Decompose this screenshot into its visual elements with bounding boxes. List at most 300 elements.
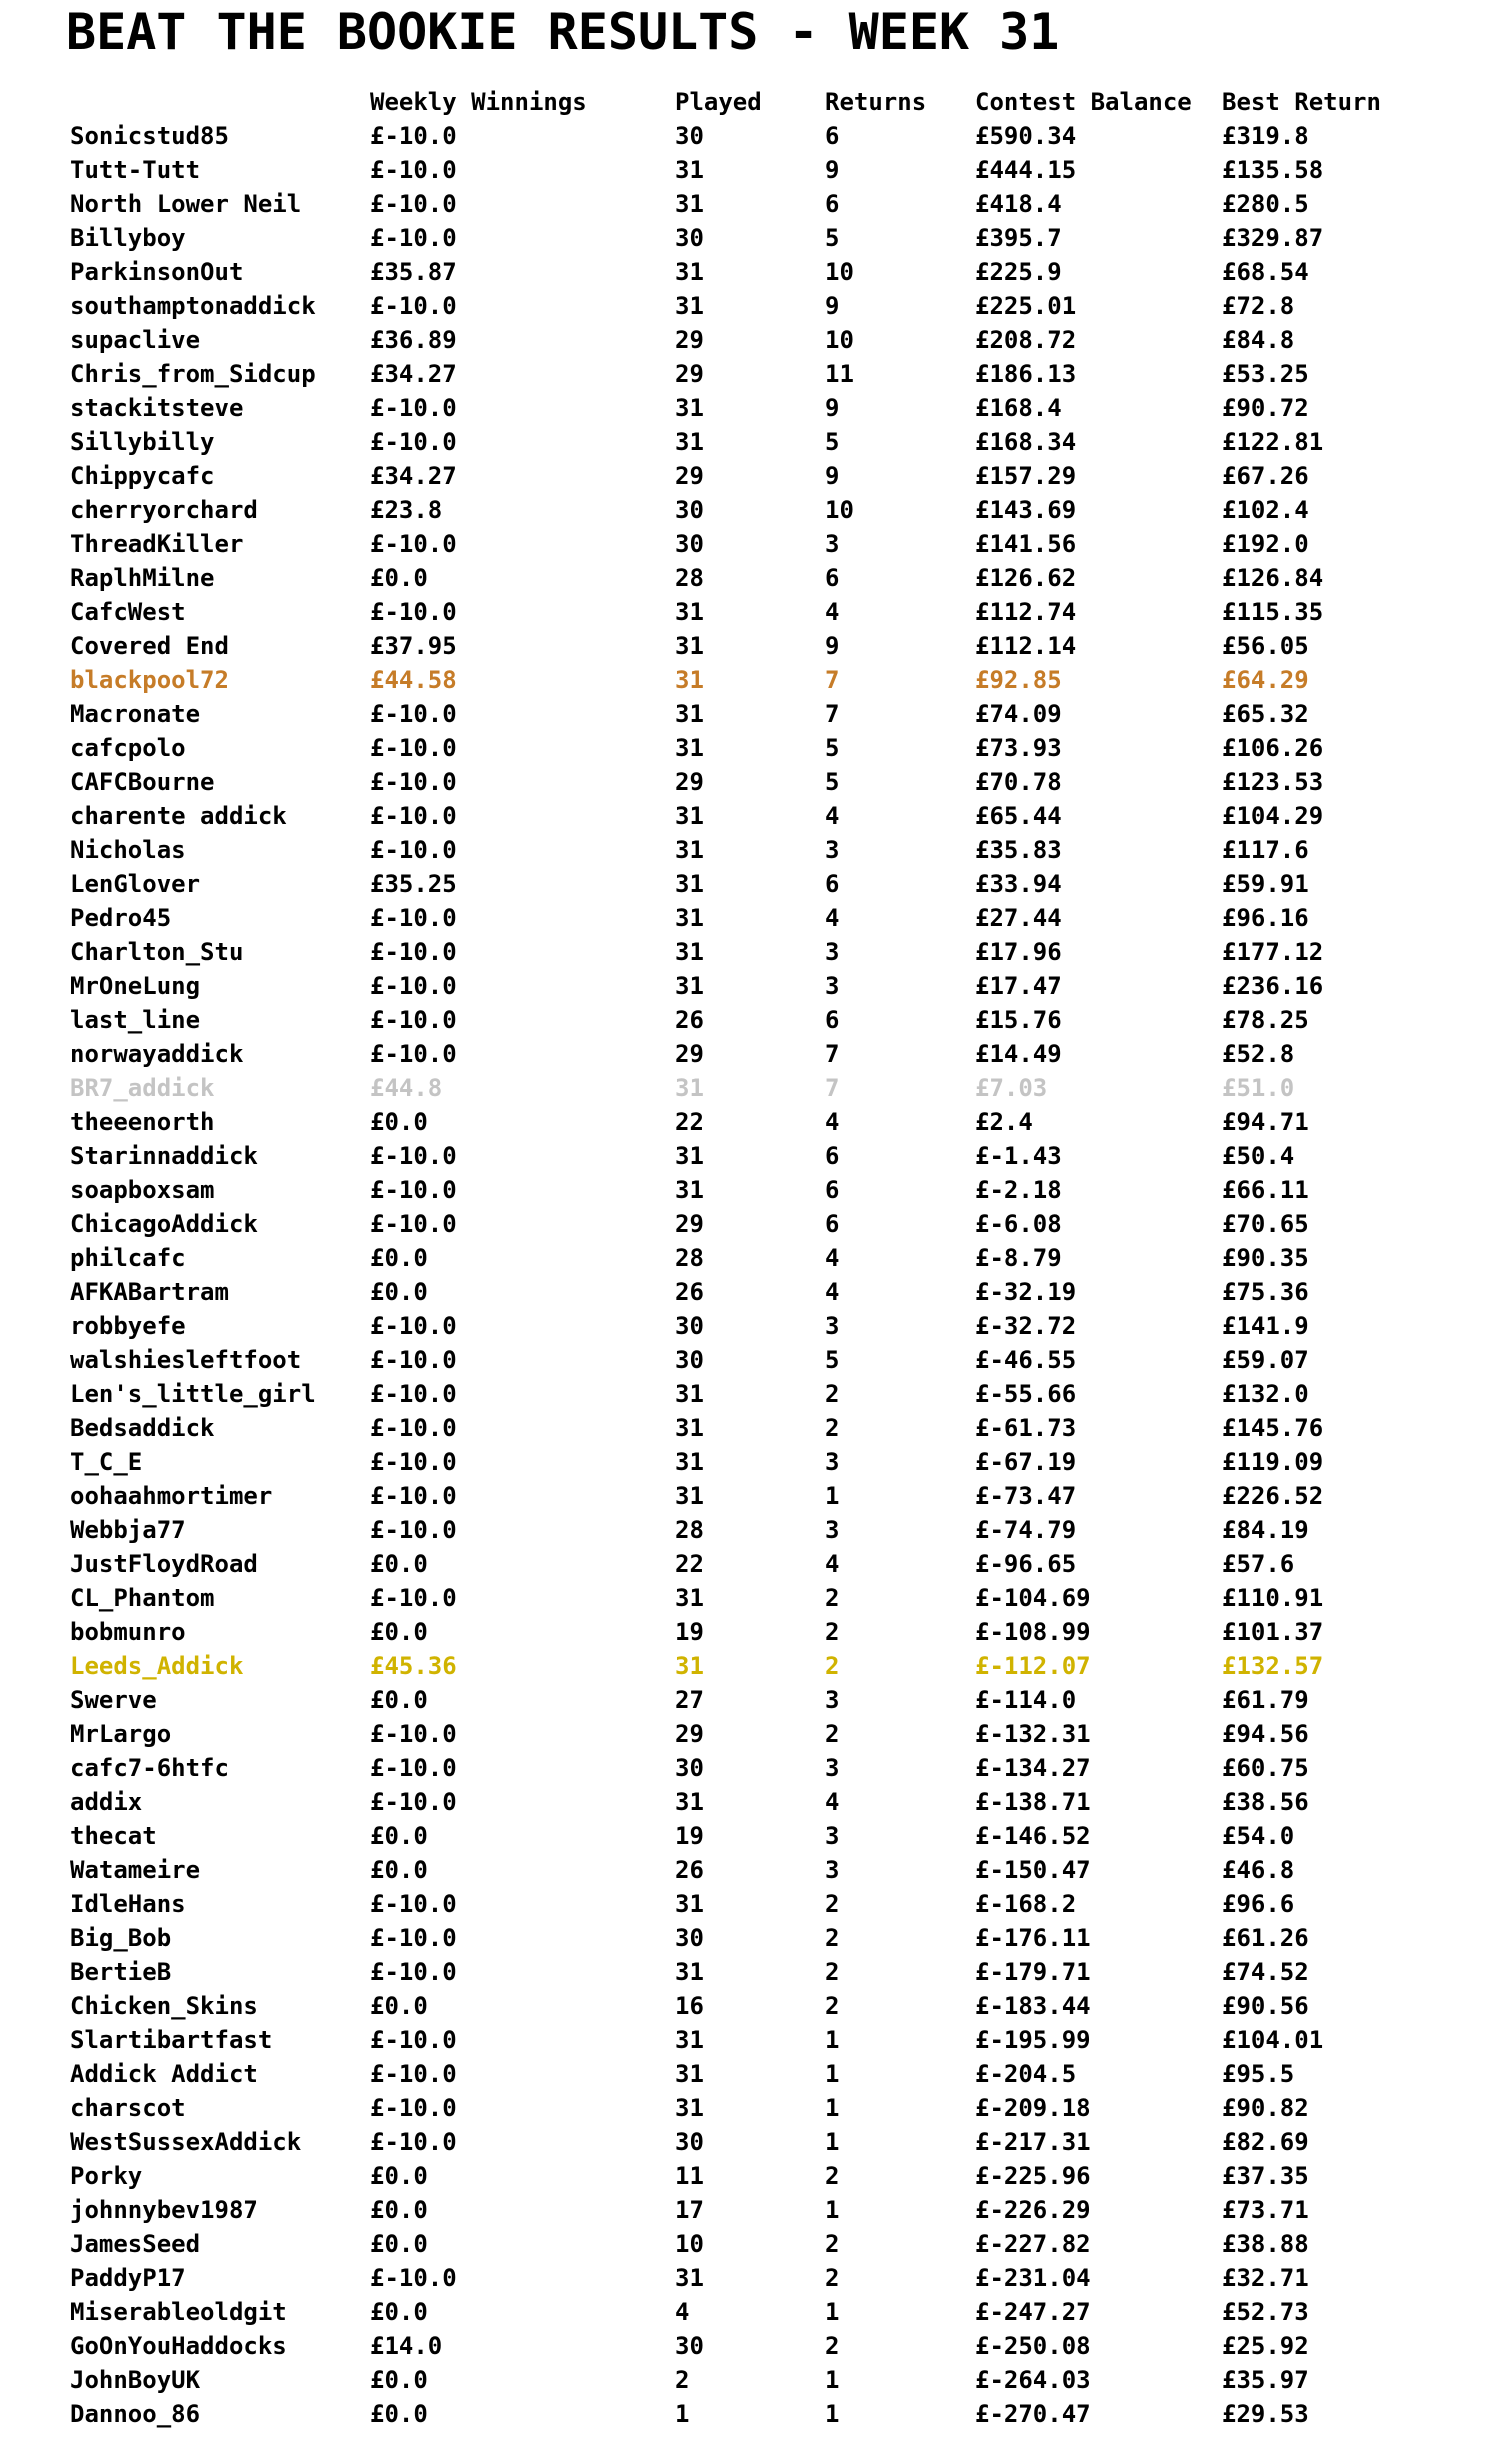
player-name: BR7_addick [70, 1074, 215, 1102]
contest-balance-value: £168.34 [975, 428, 1077, 456]
best-return-value: £46.8 [1222, 1856, 1295, 1884]
contest-balance-value: £92.85 [975, 666, 1062, 694]
weekly-winnings-value: £-10.0 [370, 1210, 457, 1238]
contest-balance-value: £-250.08 [975, 2332, 1091, 2360]
player-name: MrOneLung [70, 972, 201, 1000]
returns-value: 10 [825, 496, 854, 524]
table-row [0, 527, 1500, 561]
player-name: IdleHans [70, 1890, 186, 1918]
weekly-winnings-value: £-10.0 [370, 1516, 457, 1544]
table-row [0, 1989, 1500, 2023]
best-return-value: £38.56 [1222, 1788, 1309, 1816]
contest-balance-value: £-132.31 [975, 1720, 1091, 1748]
weekly-winnings-value: £23.8 [370, 496, 443, 524]
best-return-value: £32.71 [1222, 2264, 1309, 2292]
played-value: 4 [675, 2298, 690, 2326]
played-value: 28 [675, 1516, 704, 1544]
weekly-winnings-value: £-10.0 [370, 1142, 457, 1170]
table-row [0, 1853, 1500, 1887]
contest-balance-value: £418.4 [975, 190, 1062, 218]
weekly-winnings-value: £-10.0 [370, 938, 457, 966]
best-return-value: £90.82 [1222, 2094, 1309, 2122]
contest-balance-value: £-104.69 [975, 1584, 1091, 1612]
contest-balance-value: £-46.55 [975, 1346, 1077, 1374]
weekly-winnings-value: £44.8 [370, 1074, 443, 1102]
contest-balance-value: £-74.79 [975, 1516, 1077, 1544]
table-row [0, 629, 1500, 663]
table-row [0, 1309, 1500, 1343]
weekly-winnings-value: £35.25 [370, 870, 457, 898]
returns-value: 5 [825, 224, 840, 252]
contest-balance-value: £-96.65 [975, 1550, 1077, 1578]
weekly-winnings-value: £-10.0 [370, 1958, 457, 1986]
best-return-value: £67.26 [1222, 462, 1309, 490]
player-name: blackpool72 [70, 666, 229, 694]
table-row [0, 2397, 1500, 2431]
player-name: JohnBoyUK [70, 2366, 201, 2394]
weekly-winnings-value: £44.58 [370, 666, 457, 694]
player-name: supaclive [70, 326, 201, 354]
weekly-winnings-value: £36.89 [370, 326, 457, 354]
contest-balance-value: £7.03 [975, 1074, 1048, 1102]
contest-balance-value: £126.62 [975, 564, 1077, 592]
weekly-winnings-value: £-10.0 [370, 428, 457, 456]
contest-balance-value: £73.93 [975, 734, 1062, 762]
best-return-value: £90.56 [1222, 1992, 1309, 2020]
contest-balance-value: £-226.29 [975, 2196, 1091, 2224]
played-value: 26 [675, 1006, 704, 1034]
returns-value: 2 [825, 1958, 840, 1986]
column-header-played: Played [675, 88, 762, 116]
table-row [0, 1003, 1500, 1037]
player-name: ThreadKiller [70, 530, 244, 558]
contest-balance-value: £-168.2 [975, 1890, 1077, 1918]
best-return-value: £106.26 [1222, 734, 1324, 762]
player-name: PaddyP17 [70, 2264, 186, 2292]
table-row [0, 1275, 1500, 1309]
best-return-value: £90.72 [1222, 394, 1309, 422]
returns-value: 10 [825, 326, 854, 354]
best-return-value: £35.97 [1222, 2366, 1309, 2394]
best-return-value: £74.52 [1222, 1958, 1309, 1986]
player-name: BertieB [70, 1958, 172, 1986]
table-row [0, 221, 1500, 255]
contest-balance-value: £-2.18 [975, 1176, 1062, 1204]
best-return-value: £96.16 [1222, 904, 1309, 932]
returns-value: 2 [825, 1652, 840, 1680]
played-value: 31 [675, 1652, 704, 1680]
table-row [0, 2091, 1500, 2125]
weekly-winnings-value: £-10.0 [370, 904, 457, 932]
table-row [0, 357, 1500, 391]
returns-value: 2 [825, 1380, 840, 1408]
contest-balance-value: £590.34 [975, 122, 1077, 150]
weekly-winnings-value: £0.0 [370, 2366, 428, 2394]
contest-balance-value: £141.56 [975, 530, 1077, 558]
returns-value: 5 [825, 768, 840, 796]
played-value: 22 [675, 1108, 704, 1136]
column-header-best-return: Best Return [1222, 88, 1381, 116]
table-row [0, 867, 1500, 901]
weekly-winnings-value: £0.0 [370, 1244, 428, 1272]
player-name: MrLargo [70, 1720, 172, 1748]
best-return-value: £59.07 [1222, 1346, 1309, 1374]
contest-balance-value: £-138.71 [975, 1788, 1091, 1816]
played-value: 31 [675, 1788, 704, 1816]
returns-value: 2 [825, 1890, 840, 1918]
weekly-winnings-value: £34.27 [370, 462, 457, 490]
page-title: BEAT THE BOOKIE RESULTS - WEEK 31 [66, 3, 1060, 61]
weekly-winnings-value: £-10.0 [370, 768, 457, 796]
player-name: charente addick [70, 802, 287, 830]
best-return-value: £52.8 [1222, 1040, 1295, 1068]
contest-balance-value: £157.29 [975, 462, 1077, 490]
weekly-winnings-value: £-10.0 [370, 1788, 457, 1816]
player-name: Swerve [70, 1686, 157, 1714]
played-value: 31 [675, 1380, 704, 1408]
player-name: RaplhMilne [70, 564, 215, 592]
played-value: 30 [675, 1754, 704, 1782]
table-row [0, 901, 1500, 935]
weekly-winnings-value: £-10.0 [370, 1720, 457, 1748]
best-return-value: £60.75 [1222, 1754, 1309, 1782]
player-name: Big_Bob [70, 1924, 172, 1952]
played-value: 31 [675, 292, 704, 320]
player-name: WestSussexAddick [70, 2128, 302, 2156]
best-return-value: £280.5 [1222, 190, 1309, 218]
played-value: 22 [675, 1550, 704, 1578]
returns-value: 6 [825, 1210, 840, 1238]
weekly-winnings-value: £-10.0 [370, 1482, 457, 1510]
table-row [0, 1479, 1500, 1513]
weekly-winnings-value: £-10.0 [370, 972, 457, 1000]
table-row [0, 1649, 1500, 1683]
played-value: 26 [675, 1278, 704, 1306]
best-return-value: £132.0 [1222, 1380, 1309, 1408]
table-row [0, 1717, 1500, 1751]
played-value: 30 [675, 2128, 704, 2156]
best-return-value: £53.25 [1222, 360, 1309, 388]
player-name: CafcWest [70, 598, 186, 626]
best-return-value: £110.91 [1222, 1584, 1324, 1612]
played-value: 17 [675, 2196, 704, 2224]
weekly-winnings-value: £-10.0 [370, 734, 457, 762]
contest-balance-value: £-204.5 [975, 2060, 1077, 2088]
table-row [0, 119, 1500, 153]
table-row [0, 1445, 1500, 1479]
returns-value: 6 [825, 564, 840, 592]
returns-value: 4 [825, 1244, 840, 1272]
player-name: stackitsteve [70, 394, 244, 422]
table-row [0, 1955, 1500, 1989]
weekly-winnings-value: £0.0 [370, 1992, 428, 2020]
played-value: 30 [675, 530, 704, 558]
table-row [0, 2363, 1500, 2397]
played-value: 10 [675, 2230, 704, 2258]
results-table [0, 85, 1500, 2431]
weekly-winnings-value: £-10.0 [370, 2060, 457, 2088]
weekly-winnings-value: £-10.0 [370, 530, 457, 558]
table-header-row [0, 85, 1500, 119]
best-return-value: £122.81 [1222, 428, 1324, 456]
player-name: AFKABartram [70, 1278, 229, 1306]
returns-value: 2 [825, 2332, 840, 2360]
player-name: T_C_E [70, 1448, 143, 1476]
played-value: 31 [675, 2264, 704, 2292]
weekly-winnings-value: £0.0 [370, 1822, 428, 1850]
contest-balance-value: £208.72 [975, 326, 1077, 354]
weekly-winnings-value: £-10.0 [370, 802, 457, 830]
contest-balance-value: £-1.43 [975, 1142, 1062, 1170]
played-value: 31 [675, 1584, 704, 1612]
played-value: 31 [675, 2026, 704, 2054]
column-header-returns: Returns [825, 88, 927, 116]
contest-balance-value: £17.96 [975, 938, 1062, 966]
player-name: Slartibartfast [70, 2026, 273, 2054]
returns-value: 1 [825, 2196, 840, 2224]
contest-balance-value: £14.49 [975, 1040, 1062, 1068]
contest-balance-value: £17.47 [975, 972, 1062, 1000]
best-return-value: £61.26 [1222, 1924, 1309, 1952]
best-return-value: £141.9 [1222, 1312, 1309, 1340]
returns-value: 3 [825, 1448, 840, 1476]
weekly-winnings-value: £-10.0 [370, 1380, 457, 1408]
weekly-winnings-value: £-10.0 [370, 1414, 457, 1442]
weekly-winnings-value: £0.0 [370, 2298, 428, 2326]
played-value: 30 [675, 122, 704, 150]
weekly-winnings-value: £0.0 [370, 2230, 428, 2258]
returns-value: 5 [825, 428, 840, 456]
contest-balance-value: £-146.52 [975, 1822, 1091, 1850]
table-row [0, 1683, 1500, 1717]
played-value: 29 [675, 768, 704, 796]
table-row [0, 561, 1500, 595]
played-value: 30 [675, 1312, 704, 1340]
returns-value: 6 [825, 122, 840, 150]
returns-value: 1 [825, 2026, 840, 2054]
table-row [0, 731, 1500, 765]
returns-value: 4 [825, 802, 840, 830]
played-value: 19 [675, 1618, 704, 1646]
best-return-value: £82.69 [1222, 2128, 1309, 2156]
best-return-value: £65.32 [1222, 700, 1309, 728]
best-return-value: £104.01 [1222, 2026, 1324, 2054]
played-value: 29 [675, 1720, 704, 1748]
player-name: theeenorth [70, 1108, 215, 1136]
returns-value: 1 [825, 1482, 840, 1510]
table-row [0, 1887, 1500, 1921]
best-return-value: £84.8 [1222, 326, 1295, 354]
contest-balance-value: £-183.44 [975, 1992, 1091, 2020]
returns-value: 7 [825, 666, 840, 694]
contest-balance-value: £225.9 [975, 258, 1062, 286]
player-name: Sonicstud85 [70, 122, 229, 150]
weekly-winnings-value: £45.36 [370, 1652, 457, 1680]
contest-balance-value: £-73.47 [975, 1482, 1077, 1510]
best-return-value: £37.35 [1222, 2162, 1309, 2190]
returns-value: 2 [825, 1584, 840, 1612]
table-row [0, 289, 1500, 323]
table-row [0, 2329, 1500, 2363]
player-name: JustFloydRoad [70, 1550, 258, 1578]
weekly-winnings-value: £0.0 [370, 1278, 428, 1306]
player-name: Covered End [70, 632, 229, 660]
returns-value: 11 [825, 360, 854, 388]
returns-value: 3 [825, 1754, 840, 1782]
played-value: 31 [675, 1448, 704, 1476]
weekly-winnings-value: £35.87 [370, 258, 457, 286]
player-name: norwayaddick [70, 1040, 244, 1068]
contest-balance-value: £-134.27 [975, 1754, 1091, 1782]
returns-value: 4 [825, 1108, 840, 1136]
played-value: 30 [675, 1346, 704, 1374]
played-value: 30 [675, 224, 704, 252]
player-name: Addick Addict [70, 2060, 258, 2088]
played-value: 27 [675, 1686, 704, 1714]
returns-value: 1 [825, 2366, 840, 2394]
returns-value: 2 [825, 2162, 840, 2190]
weekly-winnings-value: £-10.0 [370, 1346, 457, 1374]
player-name: cafcpolo [70, 734, 186, 762]
contest-balance-value: £-264.03 [975, 2366, 1091, 2394]
returns-value: 7 [825, 700, 840, 728]
returns-value: 2 [825, 1992, 840, 2020]
best-return-value: £236.16 [1222, 972, 1324, 1000]
best-return-value: £54.0 [1222, 1822, 1295, 1850]
returns-value: 2 [825, 1414, 840, 1442]
player-name: johnnybev1987 [70, 2196, 258, 2224]
player-name: addix [70, 1788, 143, 1816]
played-value: 31 [675, 1958, 704, 1986]
contest-balance-value: £-32.19 [975, 1278, 1077, 1306]
table-row [0, 1173, 1500, 1207]
played-value: 29 [675, 326, 704, 354]
player-name: philcafc [70, 1244, 186, 1272]
column-header-weekly-winnings: Weekly Winnings [370, 88, 587, 116]
player-name: North Lower Neil [70, 190, 302, 218]
table-row [0, 323, 1500, 357]
played-value: 1 [675, 2400, 690, 2428]
contest-balance-value: £-247.27 [975, 2298, 1091, 2326]
returns-value: 6 [825, 190, 840, 218]
played-value: 31 [675, 938, 704, 966]
column-header-contest-balance: Contest Balance [975, 88, 1192, 116]
best-return-value: £56.05 [1222, 632, 1309, 660]
table-row [0, 833, 1500, 867]
played-value: 31 [675, 632, 704, 660]
played-value: 31 [675, 1176, 704, 1204]
player-name: Starinnaddick [70, 1142, 258, 1170]
played-value: 31 [675, 1890, 704, 1918]
played-value: 31 [675, 666, 704, 694]
table-row [0, 663, 1500, 697]
contest-balance-value: £-227.82 [975, 2230, 1091, 2258]
returns-value: 9 [825, 462, 840, 490]
best-return-value: £104.29 [1222, 802, 1324, 830]
weekly-winnings-value: £-10.0 [370, 1006, 457, 1034]
played-value: 19 [675, 1822, 704, 1850]
player-name: cafc7-6htfc [70, 1754, 229, 1782]
table-row [0, 391, 1500, 425]
contest-balance-value: £-8.79 [975, 1244, 1062, 1272]
returns-value: 3 [825, 836, 840, 864]
best-return-value: £59.91 [1222, 870, 1309, 898]
best-return-value: £75.36 [1222, 1278, 1309, 1306]
played-value: 16 [675, 1992, 704, 2020]
table-row [0, 1241, 1500, 1275]
returns-value: 3 [825, 1822, 840, 1850]
table-row [0, 2295, 1500, 2329]
played-value: 31 [675, 2060, 704, 2088]
contest-balance-value: £27.44 [975, 904, 1062, 932]
table-row [0, 2261, 1500, 2295]
weekly-winnings-value: £-10.0 [370, 292, 457, 320]
player-name: oohaahmortimer [70, 1482, 273, 1510]
table-row [0, 2023, 1500, 2057]
contest-balance-value: £-32.72 [975, 1312, 1077, 1340]
played-value: 31 [675, 2094, 704, 2122]
contest-balance-value: £-270.47 [975, 2400, 1091, 2428]
weekly-winnings-value: £-10.0 [370, 2264, 457, 2292]
player-name: CAFCBourne [70, 768, 215, 796]
contest-balance-value: £-55.66 [975, 1380, 1077, 1408]
played-value: 30 [675, 1924, 704, 1952]
player-name: Miserableoldgit [70, 2298, 287, 2326]
contest-balance-value: £74.09 [975, 700, 1062, 728]
table-row [0, 1751, 1500, 1785]
contest-balance-value: £70.78 [975, 768, 1062, 796]
best-return-value: £78.25 [1222, 1006, 1309, 1034]
returns-value: 1 [825, 2060, 840, 2088]
contest-balance-value: £-209.18 [975, 2094, 1091, 2122]
best-return-value: £72.8 [1222, 292, 1295, 320]
returns-value: 3 [825, 1856, 840, 1884]
player-name: Tutt-Tutt [70, 156, 201, 184]
player-name: charscot [70, 2094, 186, 2122]
table-row [0, 153, 1500, 187]
table-row [0, 255, 1500, 289]
played-value: 2 [675, 2366, 690, 2394]
returns-value: 7 [825, 1074, 840, 1102]
played-value: 28 [675, 564, 704, 592]
best-return-value: £95.5 [1222, 2060, 1295, 2088]
player-name: walshiesleftfoot [70, 1346, 302, 1374]
weekly-winnings-value: £-10.0 [370, 2094, 457, 2122]
player-name: JamesSeed [70, 2230, 201, 2258]
returns-value: 1 [825, 2094, 840, 2122]
returns-value: 1 [825, 2298, 840, 2326]
table-row [0, 697, 1500, 731]
table-row [0, 595, 1500, 629]
weekly-winnings-value: £-10.0 [370, 1312, 457, 1340]
returns-value: 3 [825, 938, 840, 966]
table-row [0, 1547, 1500, 1581]
player-name: Macronate [70, 700, 201, 728]
weekly-winnings-value: £0.0 [370, 1856, 428, 1884]
weekly-winnings-value: £-10.0 [370, 598, 457, 626]
played-value: 31 [675, 1142, 704, 1170]
player-name: Leeds_Addick [70, 1652, 244, 1680]
returns-value: 6 [825, 870, 840, 898]
table-row [0, 1377, 1500, 1411]
player-name: Porky [70, 2162, 143, 2190]
contest-balance-value: £-179.71 [975, 1958, 1091, 1986]
best-return-value: £123.53 [1222, 768, 1324, 796]
best-return-value: £38.88 [1222, 2230, 1309, 2258]
played-value: 29 [675, 1040, 704, 1068]
contest-balance-value: £-6.08 [975, 1210, 1062, 1238]
best-return-value: £50.4 [1222, 1142, 1295, 1170]
